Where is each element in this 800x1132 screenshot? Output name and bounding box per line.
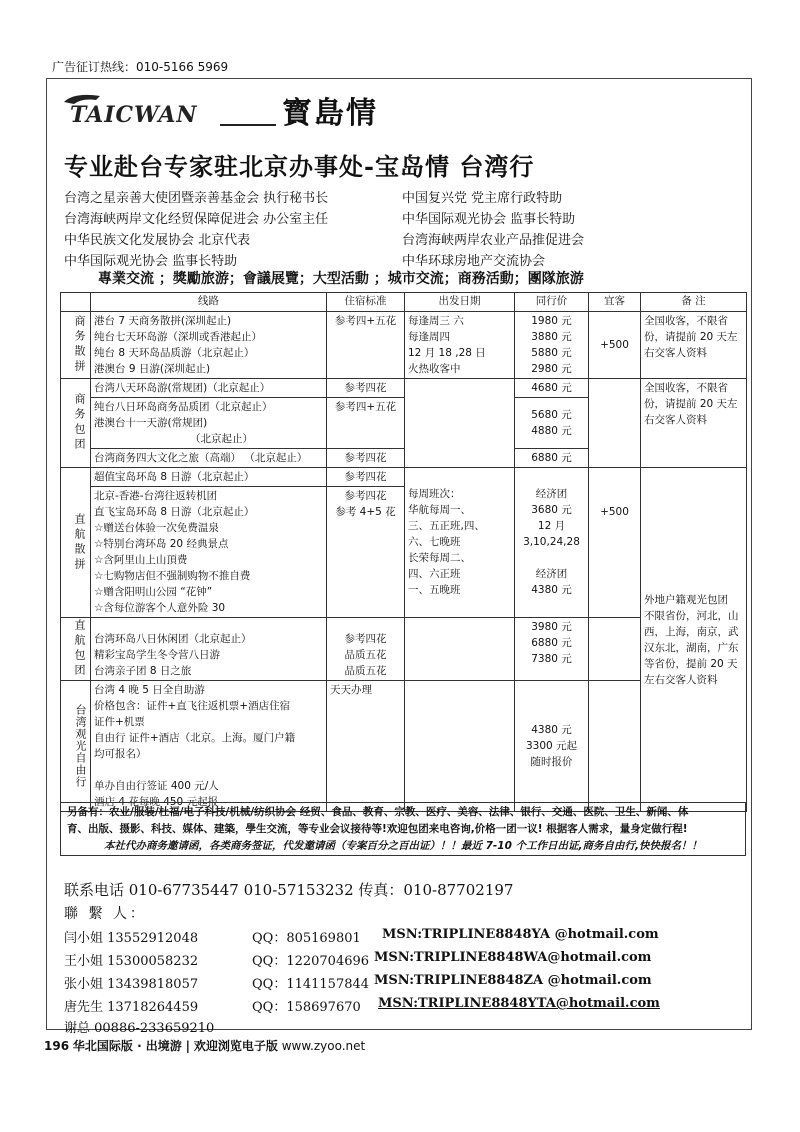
category-label: 直航散拼 <box>61 468 91 618</box>
note-line: 等省份，提前 20 天 <box>644 657 738 670</box>
contact-name: 张小姐 13439818057 <box>64 977 199 992</box>
note-line: 另备有：农业/服装/杜福/电子科技/机械/纺织协会 经贸、食品、教育、宗教、医疗、美容、法律、银行、交通、医院、卫生、新闻、体 <box>67 806 689 818</box>
hotel-standard: 参考四花 <box>344 452 387 464</box>
route-cell <box>91 398 327 449</box>
route-item: ☆特别台湾环岛 20 经典景点 <box>94 538 229 550</box>
route-item: 酒店 4 花每晚 450 元起报 <box>94 796 219 808</box>
contact-qq: QQ：1220704696 <box>252 954 370 969</box>
hotel-cell <box>327 487 405 618</box>
note-line: 西，上海，南京，武 <box>644 625 739 638</box>
hotel-cell <box>327 681 405 812</box>
route-item: 纯台七天环岛游（深圳或香港起止） <box>94 331 262 343</box>
table-row <box>61 379 747 398</box>
note-line: 育、出版、摄影、科技、媒体、建築，學生交流，等专业会议接待等!欢迎包团来电咨询,价格一团一议! 根据客人需求，量身定做行程! <box>67 823 688 835</box>
route-item: ☆含阿里山上山頂费 <box>94 554 188 566</box>
note-cell <box>641 379 747 468</box>
price: 3680 元 <box>531 504 572 516</box>
departure-date: 火热收客中 <box>408 363 461 375</box>
additional-services-note <box>60 802 746 856</box>
note-line: 全国收客，不限省 <box>644 315 728 327</box>
table-row <box>61 468 747 487</box>
contact-name: 唐先生 13718264459 <box>64 1000 199 1015</box>
route-item: 港台 7 天商务散拼(深圳起止) <box>94 315 232 327</box>
contact-msn[interactable]: MSN:TRIPLINE8848ZA @hotmail.com <box>374 973 652 988</box>
route-item: 价格包含：证件+直飞往返机票+酒店住宿 <box>94 700 291 712</box>
affiliation-left: 中华国际观光协会 监事长特助 <box>64 254 238 269</box>
hotel-standard: 参考四+五花 <box>334 401 397 413</box>
departure-date: 每逢周四 <box>408 331 450 343</box>
route-item: 单办自由行签证 400 元/人 <box>94 780 219 792</box>
hotel-standard: 品质五花 <box>344 665 387 677</box>
hotel-cell <box>327 618 405 681</box>
contact-msn[interactable]: MSN:TRIPLINE8848YA @hotmail.com <box>382 927 659 942</box>
surcharge: +500 <box>600 506 629 518</box>
departure-date: 每逢周三 六 <box>408 315 464 327</box>
date-cell <box>405 618 515 681</box>
note-cell <box>641 312 747 379</box>
affiliation-left: 中华民族文化发展协会 北京代表 <box>64 233 251 248</box>
route-item: 超值宝岛环岛 8 日游（北京起止） <box>94 471 255 483</box>
hotel-cell <box>327 379 405 398</box>
price: 随时报价 <box>530 756 573 768</box>
price: 4880 元 <box>531 425 572 437</box>
hotel-cell <box>327 449 405 468</box>
price: 3,10,24,28 <box>523 536 580 548</box>
note-line: 汉东北，湖南，广东 <box>644 641 739 654</box>
route-item: 台湾环岛八日休闲团（北京起止） <box>94 633 252 645</box>
price: 3300 元起 <box>525 740 578 752</box>
note-line: 份，请提前 20 天左 <box>644 398 738 410</box>
departure-date: 四、六正班 <box>408 568 461 580</box>
hotel-standard: 参考四花 <box>344 490 387 502</box>
page-footer <box>44 1037 365 1054</box>
price <box>518 550 585 566</box>
affiliation-right: 中华环球房地产交流协会 <box>402 254 546 269</box>
brand-title: 寳島情 <box>282 96 378 131</box>
route-item: 自由行 证件+酒店（北京。上海。厦门户籍 <box>94 732 296 744</box>
departure-date: 每周班次： <box>408 488 461 500</box>
hotel-cell <box>327 468 405 487</box>
price: 经济团 <box>535 568 568 580</box>
services-slogan: 專業交流 ；獎勵旅游；會議展覽；大型活動 ；城市交流；商務活動；團隊旅游 <box>98 271 584 287</box>
category-label: 直航包团 <box>61 618 91 681</box>
route-item: 纯台八日环岛商务品质团（北京起止） <box>94 401 273 413</box>
price: 6880 元 <box>531 452 572 464</box>
hotel-standard: 参考四花 <box>344 471 387 483</box>
date-cell <box>405 468 515 618</box>
route-item <box>94 450 323 466</box>
taicwan-logo <box>60 88 210 128</box>
departure-date: 三、五正班,四、 <box>408 520 485 532</box>
departure-date: 一、五晚班 <box>408 584 461 596</box>
note-line: 不限省份，河北，山 <box>644 609 739 622</box>
note-line: 本社代办商务邀请函，各类商务签证，代发邀请函（专案百分之百出证）！！最近 7-10 个工作日出证,商务自由行,快快报名！！ <box>103 840 703 852</box>
departure-date: 华航每周一、 <box>408 504 471 516</box>
route-cell <box>91 618 327 681</box>
price: 3880 元 <box>531 331 572 343</box>
hotel-standard: 参考四+五花 <box>334 315 397 327</box>
date-cell <box>405 681 515 812</box>
date-cell <box>405 379 515 468</box>
website-link[interactable]: www.zyoo.net <box>281 1039 366 1053</box>
date-cell <box>405 312 515 379</box>
route-item: 均可报名） <box>94 748 147 760</box>
price-cell <box>515 379 589 398</box>
affiliation-right: 台湾海峡两岸农业产品推促进会 <box>402 233 585 248</box>
note-line: 右交客人资料 <box>644 347 707 359</box>
contact-name: 王小姐 15300058232 <box>64 954 199 969</box>
route-item: ☆赠含阳明山公园 “花钟” <box>94 586 213 598</box>
hotel-standard: 参考四花 <box>344 382 387 394</box>
route-item: 精彩宝岛学生冬令营八日游 <box>94 649 220 661</box>
departure-date: 12 月 18 ,28 日 <box>408 347 486 359</box>
note-line: 外地户籍观光包团 <box>644 593 728 606</box>
route-item: 台湾亲子团 8 日之旅 <box>94 665 192 677</box>
contact-qq: QQ：158697670 <box>252 1000 361 1015</box>
tour-price-table <box>60 292 747 812</box>
route-item: 港澳台 9 日游(深圳起止) <box>94 363 211 375</box>
surcharge-cell <box>589 468 641 618</box>
affiliation-left: 台湾海峡两岸文化经贸保障促进会 办公室主任 <box>64 212 329 227</box>
hotel-standard: 参考 4+5 花 <box>335 506 396 518</box>
header-cell: 住宿标准 <box>327 293 405 312</box>
departure-date: 六、七晚班 <box>408 536 461 548</box>
logo-text: TAICWAN <box>70 102 198 128</box>
table-header-row <box>61 293 747 312</box>
brand-underline <box>220 124 276 126</box>
affiliation-right: 中华国际观光协会 监事长特助 <box>402 212 576 227</box>
price: 5680 元 <box>531 409 572 421</box>
table-row <box>61 312 747 379</box>
contact-phone: 联系电话 010-67735447 010-57153232 传真：010-87702197 <box>64 881 514 899</box>
price-cell <box>515 449 589 468</box>
surcharge-cell <box>589 681 641 812</box>
price: 7380 元 <box>531 653 572 665</box>
price: 4380 元 <box>531 584 572 596</box>
note-cell <box>641 468 747 812</box>
header-cell: 出发日期 <box>405 293 515 312</box>
surcharge: +500 <box>600 339 629 351</box>
route-cell <box>91 681 327 812</box>
route-item: 北京-香港-台湾往返转机团 <box>94 490 218 502</box>
contact-label: 聯 繫 人： <box>64 906 147 922</box>
route-item: ☆七购物店但不强制购物不推自费 <box>94 570 251 582</box>
price: 4680 元 <box>531 382 572 394</box>
route-origin: （北京起止） <box>244 452 308 464</box>
surcharge-cell <box>589 618 641 681</box>
route-item: 纯台 8 天环岛品质游（北京起止） <box>94 347 255 359</box>
price: 经济团 <box>535 488 568 500</box>
hotel-cell <box>327 312 405 379</box>
note-line: 份，请提前 20 天左 <box>644 331 738 343</box>
price-cell <box>515 681 589 812</box>
departure-date: 长荣每周二、 <box>408 552 471 564</box>
price: 6880 元 <box>531 637 572 649</box>
price-cell <box>515 398 589 449</box>
route-cell <box>91 468 327 487</box>
route-cell <box>91 312 327 379</box>
hotel-standard: 品质五花 <box>344 649 387 661</box>
contact-msn[interactable]: MSN:TRIPLINE8848WA@hotmail.com <box>374 950 652 965</box>
route-item: ☆含每位游客个人意外险 30 <box>94 602 226 614</box>
contact-msn[interactable]: MSN:TRIPLINE8848YTA@hotmail.com <box>378 996 660 1011</box>
price: 2980 元 <box>531 363 572 375</box>
contact-extra: 谢总 00886-233659210 <box>64 1021 215 1036</box>
affiliation-right: 中国复兴党 党主席行政特助 <box>402 191 563 206</box>
price: 4380 元 <box>531 724 572 736</box>
note-line: 右交客人资料 <box>644 414 707 426</box>
route-item: 台湾 4 晚 5 日全自助游 <box>94 684 205 696</box>
route-item: ☆赠送台体验一次免费温泉 <box>94 522 219 534</box>
ad-hotline: 广告征订热线：010-5166 5969 <box>52 60 229 74</box>
note-line: 左右交客人资料 <box>644 673 718 686</box>
footer-slogan: 欢迎浏览电子版 <box>193 1039 278 1053</box>
header-cell: 备 注 <box>641 293 747 312</box>
footer-separator: | <box>185 1039 191 1053</box>
price: 3980 元 <box>531 621 572 633</box>
category-label: 商务包团 <box>61 379 91 468</box>
header-cell: 同行价 <box>515 293 589 312</box>
contact-qq: QQ：805169801 <box>252 931 361 946</box>
category-label: 商务散拼 <box>61 312 91 379</box>
hotel-cell <box>327 398 405 449</box>
price-cell <box>515 618 589 681</box>
route-cell <box>91 449 327 468</box>
category-label: 台湾观光自由行 <box>61 681 91 812</box>
contact-name: 闫小姐 13552912048 <box>64 931 199 946</box>
price-cell <box>515 468 589 618</box>
price: 12 月 <box>537 520 566 532</box>
hotel-standard: 参考四花 <box>344 633 387 645</box>
surcharge-cell <box>589 312 641 379</box>
route-item: （北京起止） <box>190 433 253 445</box>
header-cell <box>61 293 91 312</box>
affiliation-left: 台湾之星亲善大使团暨亲善基金会 执行秘书长 <box>64 191 329 206</box>
route-name: 台湾商务四大文化之旅（高端） <box>94 452 241 464</box>
route-cell <box>91 487 327 618</box>
contact-qq: QQ：1141157844 <box>252 977 370 992</box>
route-item: 台湾八天环岛游(常规团)（北京起止） <box>94 382 271 394</box>
price: 5880 元 <box>531 347 572 359</box>
headline: 专业赴台专家驻北京办事处-宝岛情 台湾行 <box>64 152 535 181</box>
hotel-standard: 天天办理 <box>330 684 372 696</box>
surcharge-cell <box>589 379 641 468</box>
page-number: 196 <box>44 1039 70 1053</box>
header-cell: 线路 <box>91 293 327 312</box>
route-item: 直飞宝岛环岛 8 日游（北京起止） <box>94 506 255 518</box>
price: 1980 元 <box>531 315 572 327</box>
route-cell <box>91 379 327 398</box>
note-line: 全国收客，不限省 <box>644 382 728 394</box>
route-item: 证件+机票 <box>94 716 145 728</box>
route-item: 港澳台十一天游(常规团) <box>94 417 208 429</box>
header-cell: 宜客 <box>589 293 641 312</box>
price-cell <box>515 312 589 379</box>
publication-title: 华北国际版 · 出境游 <box>72 1039 182 1053</box>
route-item <box>94 762 323 778</box>
